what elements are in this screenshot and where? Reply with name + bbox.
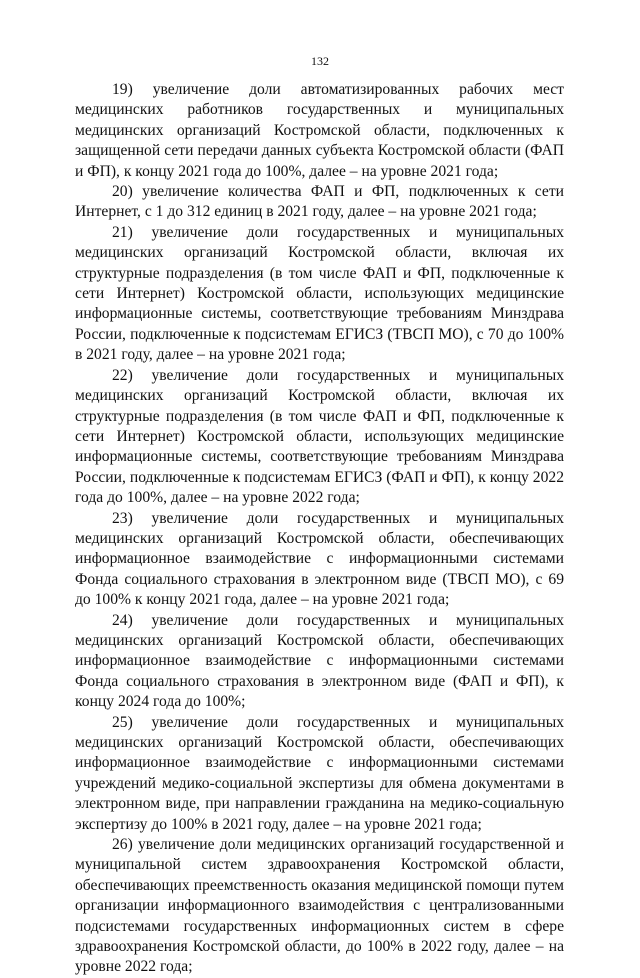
page-number: 132 [311, 54, 329, 68]
list-item-24: 24) увеличение доли государственных и муниципальных медицинских организаций Костромской области, обеспечивающих информационное взаимодействие с информационными системами Фонда социального страхования в электронном виде (ФАП и ФП), к концу 2024 года до 100%; [75, 611, 564, 711]
list-item-21: 21) увеличение доли государственных и муниципальных медицинских организаций Костромской области, включая их структурные подразделения (в том числе ФАП и ФП, подключенные к сети Интернет) Костромской области, использующих медицинские информационные системы, соответствующие требованиям Минздрава России, подключенные к подсистемам ЕГИСЗ (ТВСП МО), с 70 до 100% в 2021 году, далее – на уровне 2021 года; [75, 223, 564, 364]
list-item-22: 22) увеличение доли государственных и муниципальных медицинских организаций Костромской области, включая их структурные подразделения (в том числе ФАП и ФП, подключенные к сети Интернет) Костромской области, использующих медицинские информационные системы, соответствующие требованиям Минздрава России, подключенные к подсистемам ЕГИСЗ (ФАП и ФП), к концу 2022 года до 100%, далее – на уровне 2022 года; [75, 366, 564, 507]
document-body [75, 80, 564, 978]
list-item-19: 19) увеличение доли автоматизированных рабочих мест медицинских работников государственных и муниципальных медицинских организаций Костромской области, подключенных к защищенной сети передачи данных субъекта Костромской области (ФАП и ФП), к концу 2021 года до 100%, далее – на уровне 2021 года; [75, 81, 564, 180]
list-item-23: 23) увеличение доли государственных и муниципальных медицинских организаций Костромской области, обеспечивающих информационное взаимодействие с информационными системами Фонда социального страхования в электронном виде (ТВСП МО), с 69 до 100% к концу 2021 года, далее – на уровне 2021 года; [75, 509, 564, 609]
list-item-26: 26) увеличение доли медицинских организаций государственной и муниципальной систем здравоохранения Костромской области, обеспечивающих преемственность оказания медицинской помощи путем организации информационного взаимодействия с централизованными подсистемами государственных информационных систем в сфере здравоохранения Костромской области, до 100% в 2022 году, далее – на уровне 2022 года; [75, 836, 564, 976]
list-item-25: 25) увеличение доли государственных и муниципальных медицинских организаций Костромской области, обеспечивающих информационное взаимодействие с информационными системами учреждений медико-социальной экспертизы для обмена документами в электронном виде, при направлении гражданина на медико-социальную экспертизу до 100% в 2021 году, далее – на уровне 2021 года; [75, 713, 564, 833]
list-item-20: 20) увеличение количества ФАП и ФП, подключенных к сети Интернет, с 1 до 312 единиц в 2021 году, далее – на уровне 2021 года; [75, 183, 564, 221]
